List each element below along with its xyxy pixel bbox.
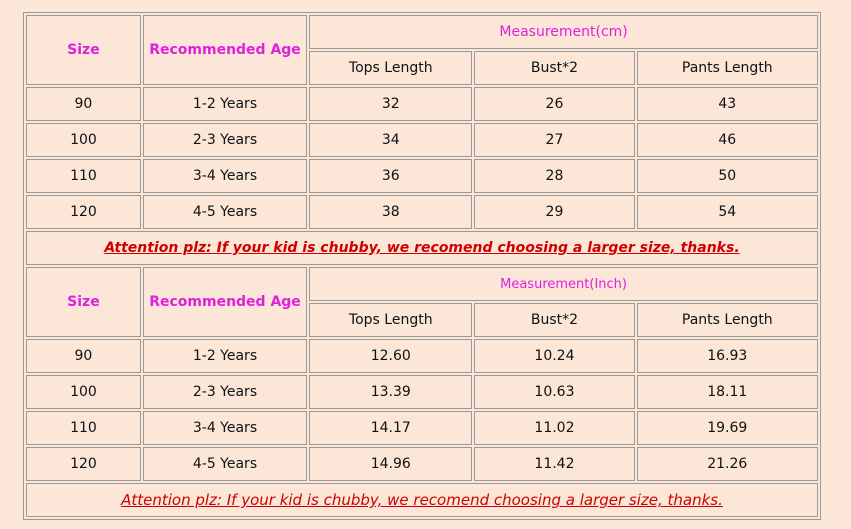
table-row [26, 339, 818, 373]
size-chart-container [23, 12, 821, 520]
size-cell: 100 [26, 375, 141, 409]
tops-length-cell: 12.60 [309, 339, 472, 373]
bust-cell: 10.63 [474, 375, 634, 409]
bust-cell: 28 [474, 159, 634, 193]
tops-length-cell: 14.17 [309, 411, 472, 445]
cm-attention-note: Attention plz: If your kid is chubby, we recomend choosing a larger size, thanks. [26, 231, 818, 265]
inch-age-header: Recommended Age [143, 267, 307, 337]
table-row [26, 411, 818, 445]
pants-length-cell: 18.11 [637, 375, 818, 409]
pants-length-cell: 50 [637, 159, 818, 193]
table-row [26, 159, 818, 193]
age-cell: 1-2 Years [143, 87, 307, 121]
bust-cell: 11.42 [474, 447, 634, 481]
inch-col-bust: Bust*2 [474, 303, 634, 337]
tops-length-cell: 34 [309, 123, 472, 157]
table-row [26, 87, 818, 121]
tops-length-cell: 36 [309, 159, 472, 193]
age-cell: 1-2 Years [143, 339, 307, 373]
age-cell: 3-4 Years [143, 411, 307, 445]
size-cell: 90 [26, 339, 141, 373]
size-cell: 110 [26, 159, 141, 193]
bust-cell: 29 [474, 195, 634, 229]
age-cell: 2-3 Years [143, 123, 307, 157]
cm-age-header: Recommended Age [143, 15, 307, 85]
cm-col-pants-length: Pants Length [637, 51, 818, 85]
size-cell: 120 [26, 195, 141, 229]
tops-length-cell: 38 [309, 195, 472, 229]
tops-length-cell: 14.96 [309, 447, 472, 481]
size-cell: 100 [26, 123, 141, 157]
bust-cell: 27 [474, 123, 634, 157]
inch-size-header: Size [26, 267, 141, 337]
age-cell: 3-4 Years [143, 159, 307, 193]
table-row [26, 123, 818, 157]
bust-cell: 26 [474, 87, 634, 121]
size-cell: 110 [26, 411, 141, 445]
size-chart-table [23, 12, 821, 520]
bust-cell: 11.02 [474, 411, 634, 445]
cm-col-tops-length: Tops Length [309, 51, 472, 85]
pants-length-cell: 16.93 [637, 339, 818, 373]
table-row [26, 195, 818, 229]
age-cell: 4-5 Years [143, 447, 307, 481]
inch-attention-note: Attention plz: If your kid is chubby, we recomend choosing a larger size, thanks. [26, 483, 818, 517]
bust-cell: 10.24 [474, 339, 634, 373]
table-row [26, 375, 818, 409]
inch-col-tops-length: Tops Length [309, 303, 472, 337]
cm-size-header: Size [26, 15, 141, 85]
inch-note-row [26, 483, 818, 517]
pants-length-cell: 19.69 [637, 411, 818, 445]
pants-length-cell: 21.26 [637, 447, 818, 481]
pants-length-cell: 43 [637, 87, 818, 121]
age-cell: 2-3 Years [143, 375, 307, 409]
pants-length-cell: 54 [637, 195, 818, 229]
age-cell: 4-5 Years [143, 195, 307, 229]
cm-header-row-1 [26, 15, 818, 49]
cm-col-bust: Bust*2 [474, 51, 634, 85]
pants-length-cell: 46 [637, 123, 818, 157]
inch-measurement-header: Measurement(Inch) [309, 267, 818, 301]
cm-note-row [26, 231, 818, 265]
inch-header-row-1 [26, 267, 818, 301]
size-cell: 120 [26, 447, 141, 481]
table-row [26, 447, 818, 481]
tops-length-cell: 32 [309, 87, 472, 121]
inch-col-pants-length: Pants Length [637, 303, 818, 337]
size-cell: 90 [26, 87, 141, 121]
cm-measurement-header: Measurement(cm) [309, 15, 818, 49]
tops-length-cell: 13.39 [309, 375, 472, 409]
